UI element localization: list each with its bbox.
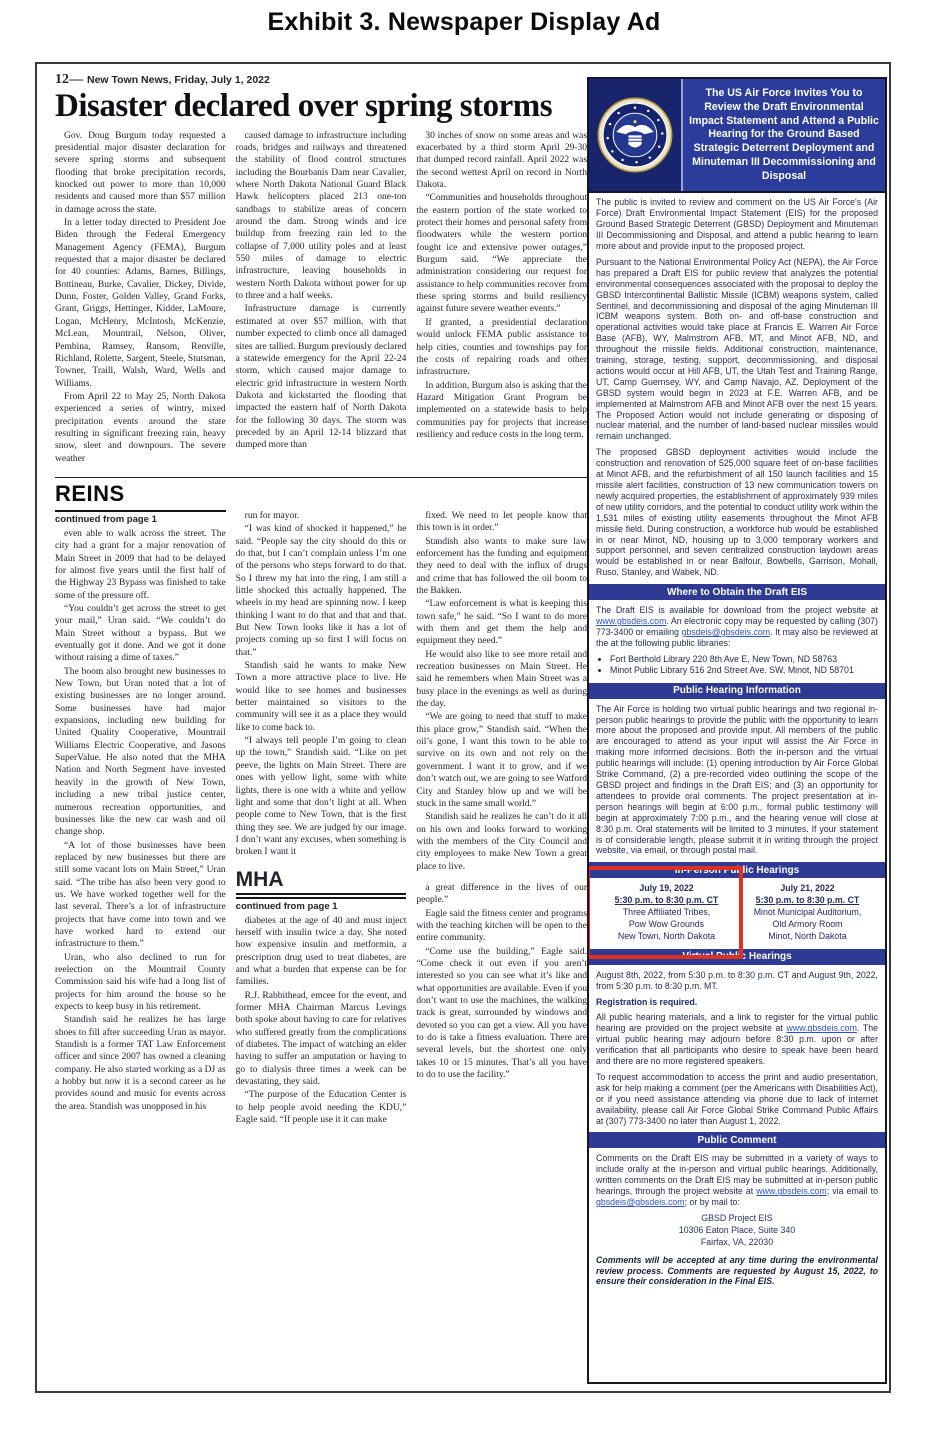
us-air-force-seal-icon (596, 96, 674, 174)
ad-title: The US Air Force Invites You to Review the Draft Environmental Impact Statement and Attend a Public Hearing for the Ground Based Strategic Deterrent Deployment and Minuteman III Decommissioning and Disposal (683, 79, 885, 191)
project-email-link[interactable]: gbsdeis@gbsdeis.com (681, 626, 771, 637)
story-paragraph: In a letter today directed to President Joe Biden through the Federal Emergency Management Agency (FEMA), Burgum requested that a major disaster be declared for 40 counties: Adams, Barnes, Billings, Bottineau, Burke, Cavalier, Dickey, Divide, Dunn, Foster, Golden Valley, Grand Forks, Grant, Griggs, Hettinger, Kidder, LaMoure, Logan, McHenry, McIntosh, McKenzie, McLean, Mountrail, Nelson, Oliver, Pembina, Ramsey, Ransom, Renville, Richland, Rolette, Sargent, Steele, Stutsman, Towner, Traill, Walsh, Ward, Wells and Williams. (55, 218, 226, 389)
address-line: 10306 Eaton Place, Suite 340 (678, 1224, 796, 1235)
story-paragraph: Standish said he realizes he has large shoes to fill after succeeding Uran as mayor. Standish is a former TAT Law Enforcement officer and since 2007 has owned a cleaning company. He also started working as a DJ as a hobby but now it is a second career as he provides sound and music for events across the area. Standish was unopposed in his (55, 1015, 226, 1112)
reins-column-1 (55, 510, 226, 1127)
comment-text-1: Comments on the Draft EIS may be submitted in a variety of ways to include orally at the in-person and virtual public hearings. Additionally, written comments on the Draft EIS may be submitted at in-person public hearings, through the project website at (596, 1153, 878, 1197)
story-paragraph: a great difference in the lives of our people.” (416, 882, 588, 906)
section-divider (55, 477, 587, 478)
obtain-paragraph (596, 605, 878, 649)
lower-columns (55, 510, 587, 1127)
story-column-2 (236, 130, 407, 466)
reins-column-3 (416, 510, 587, 1127)
story-paragraph: Uran, who also declined to run for reelection on the Mountrail County Commission said his wife had a long list of projects for him around the house so he expects to keep busy in his retirement. (55, 952, 226, 1012)
mha-section (236, 868, 407, 1127)
venue-line: Old Armory Room (772, 918, 843, 929)
newspaper-content (55, 72, 587, 1127)
story-paragraph: R.J. Rabbithead, emcee for the event, and former MHA Chairman Marcus Levings both spoke about having to care for relatives who suffered greatly from the complications of diabetes. The impact of watching an elder having to suffer an amputation or having to go to dialysis three times a week can be devastating, they said. (235, 990, 407, 1088)
story-paragraph: “We are going to need that stuff to make this place grow,” Standish said. “When the oil’s gone, I want this town to be able to survive on its own and not rely on the government. I want it to grow, and if we don’t watch out, we are going to see Watford City and Stanley blow up and we will be stuck in the same small world.” (416, 712, 588, 809)
hearing-venue (596, 907, 737, 943)
story-paragraph: Gov. Doug Burgum today requested a presidential major disaster declaration for severe spring storms and subsequent flooding that broke precipitation records, knocked out power to more than 10,000 residents and caused more than $57 million in damage across the state. (55, 130, 226, 215)
banner-public-comment: Public Comment (589, 1132, 885, 1148)
story-column-3 (416, 130, 587, 466)
story-paragraph: He would also like to see more retail and recreation businesses on Main Street. He said he remembers when Main Street was a busy place in the evenings as well as during the day. (416, 649, 588, 710)
ad-paragraph: The public is invited to review and comment on the US Air Force's (Air Force) Draft Environmental Impact Statement (EIS) for the proposed Ground Based Strategic Deterrent (GBSD) Deployment and Minuteman III Decommissioning and Disposal, and attend a public hearing to learn more about and provide input to the proposed project. (596, 197, 878, 251)
library-list (596, 654, 878, 677)
exhibit-title: Exhibit 3. Newspaper Display Ad (267, 8, 661, 36)
ad-header (589, 79, 885, 193)
story-paragraph: If granted, a presidential declaration would unlock FEMA public assistance to help cities, counties and townships pay for the costs of repairing roads and other infrastructure. (416, 317, 588, 378)
hearing-info-paragraph: The Air Force is holding two virtual public hearings and two regional in-person public hearings to provide the public with the opportunity to learn more about the proposed and provide input. All members of the public are encouraged to attend as your input will assist the Air Force in making more informed decisions. Both the in-person and the virtual public hearings will include: (1) opening introduction by Air Force Global Strike Command, (2) a pre-recorded video outlining the scope of the GBSD project and findings in the Draft EIS; and (3) an opportunity for attendees to provide oral comments. The project presentation at in-person hearings will begin at 6:00 p.m., formal public testimony will begin at approximately 7:00 p.m., and the hearing venue will close at 8:30 p.m. Oral statements will be limited to 3 minutes. If your statement is of considerable length, please submit it in writing through the project website, via email, or through postal mail. (596, 703, 878, 856)
story-paragraph: “Communities and households throughout the eastern portion of the state worked to protect their homes and personal safety from floodwaters while the western portion fought ice and extensive power outages,” Burgum said. “We appreciate the administration considering our request for assistance to help communities recover from these spring storms and build resiliency against future severe weather events.” (416, 193, 588, 315)
address-line: Fairfax, VA, 22030 (700, 1236, 774, 1247)
hearing-card-new-town (596, 883, 737, 942)
continued-label: continued from page 1 (55, 510, 226, 525)
page-number: 12— (55, 72, 83, 87)
story-paragraph: Standish said he realizes he can’t do it all on his own and looks forward to working with the members of the City Council and city employees to make New Town a great place to live. (416, 812, 588, 872)
project-website-link[interactable]: www.gbsdeis.com (786, 1023, 857, 1034)
continued-label: continued from page 1 (236, 897, 407, 912)
section-title-reins: REINS (55, 480, 125, 506)
hearing-date: July 19, 2022 (639, 883, 694, 894)
virtual-text-1: All public hearing materials, and a link to register for the virtual public hearing are provided on the project website at (596, 1012, 878, 1034)
banner-virtual-hearings: Virtual Public Hearings (589, 949, 885, 965)
story-paragraph: “Law enforcement is what is keeping this town safe,” he said. “So I want to do more with them and get them the help and equipment they need.” (416, 599, 588, 647)
comment-text-2: ; via email to (826, 1186, 878, 1197)
story-paragraph: “I was kind of shocked it happened,” he said. “People say the city should do this or do that, but I can’t complain unless I’m one of the persons who steps forward to do that. So I threw my hat into the ring, I am still a little shocked this actually happened. The wheels in my head are spinning now. I keep thinking I want to do that and that and that. But New Town looks like it has a lot of projects coming up so first I will focus on that.” (235, 524, 407, 658)
story-paragraph: “A lot of those businesses have been replaced by new businesses but there are still some vacant lots on Main Street,” Uran said. “The tribe has also been very good to us. We have worked together well for the last several. There’s a lot of infrastructure projects that have come into town and we have worked hard to extend our infrastructure to them.” (55, 840, 226, 950)
virtual-text-2: . The virtual public hearing may adjourn before 8:30 p.m. upon or after verification that all participants who desire to speak have been heard and there are no more registered speakers. (596, 1023, 878, 1067)
story-paragraph: “You couldn’t get across the street to get your mail,” Uran said. “We couldn’t do Main Street without a bypass. But we eventually got it done. And we got it done without raising a dime of taxes.” (55, 604, 226, 664)
story-paragraph: “Come use the building,” Eagle said. “Come check it out even if you aren’t interested so you can see what it’s like and what opportunities are available. Even if you don’t want to use the machines, the walking track is great, surrounded by windows and devoted so you can get a view. All you have to do is take a fitness evaluation. There are several levels, but the shortest one only takes 10 or 15 minutes. That’s all you have to do to use the facility.” (416, 946, 588, 1081)
hearing-card-minot (737, 883, 878, 942)
project-website-link[interactable]: www.gbsdeis.com (756, 1186, 827, 1197)
address-line: GBSD Project EIS (701, 1213, 773, 1224)
column-gap (416, 874, 587, 882)
venue-line: New Town, North Dakota (617, 930, 716, 941)
banner-in-person-hearings: In-Person Public Hearings (589, 862, 885, 878)
registration-note: Registration is required. (596, 996, 698, 1007)
project-email-link[interactable]: gbsdeis@gbsdeis.com (596, 1197, 685, 1208)
virtual-materials-paragraph (596, 1012, 878, 1067)
story-paragraph: From April 22 to May 25, North Dakota experienced a series of wintry, mixed precipitation events around the state resulting in significant freezing rain, heavy snow, sleet and downpours. The severe weather (55, 391, 226, 464)
obtain-text-2: . An electronic copy may be requested by calling (307) 773-3400 or emailing (596, 616, 878, 637)
closing-note: Comments will be accepted at any time during the environmental review process. Comments are requested by August 15, 2022, to ensure their consideration in the Final EIS. (596, 1254, 878, 1287)
story-paragraph: The boom also brought new businesses to New Town, but Uran noted that a lot of existing businesses are no longer around. Some businesses have had major expansions, including new building for United Quality Cooperative, Mountrail Williams Electric Cooperative, and Jasons SuperValue. He also noted that the MHA Nation and North Segment have invested heavily in the growth of New Town, including a new tribal justice center, numerous recreation opportunities, and businesses like the new car wash and oil change shop. (55, 666, 226, 838)
mha-col3-paragraphs (416, 882, 587, 1082)
project-website-link[interactable]: www.gbsdeis.com (596, 616, 667, 627)
ad-body (589, 193, 885, 1298)
story-paragraph: Infrastructure damage is currently estimated at over $57 million, with that number expected to climb once all damaged sites are tallied. Burgum previously declared a statewide emergency for the April 22-24 storm, which caused major damage to electric grid infrastructure in western North Dakota and kickstarted the flooding that impacted the eastern half of North Dakota for the following 30 days. The storm was preceded by an April 12-14 blizzard that dumped more than (235, 304, 407, 451)
story-paragraph: even able to walk across the street. The city had a grant for a major renovation of Main Street in 2009 that had to be delayed for almost five years until the first half of the Highway 23 Bypass was finished to take some of the pressure off. (55, 528, 226, 601)
headline: Disaster declared over spring storms (55, 88, 553, 124)
reins-col3-paragraphs (416, 510, 587, 873)
venue-line: Minot, North Dakota (768, 930, 847, 941)
seal-panel (589, 79, 683, 191)
comment-text-3: ; or by mail to: (684, 1197, 740, 1208)
hearing-time: 5:30 p.m. to 8:30 p.m. CT (755, 895, 860, 906)
hearing-time: 5:30 p.m. to 8:30 p.m. CT (614, 895, 719, 906)
obtain-text-3: . It may also be reviewed at the at the following public libraries: (596, 626, 878, 648)
story-paragraph: Standish also wants to make sure law enforcement has the funding and equipment they need to deal with the influx of drugs and crime that has followed the oil boom to the Bakken. (416, 536, 588, 596)
story-paragraph: Standish said he wants to make New Town a more attractive place to live. He would like to see homes and businesses better maintained so visitors to the community will see it as a place they would like to come back to. (235, 661, 407, 733)
section-title-mha: MHA (236, 868, 407, 895)
mha-col2-paragraphs (236, 915, 407, 1127)
story-paragraph: “I always tell people I’m going to clean up the town,” Standish said. “Like on pet peeve, the lights on Main Street. There are ones with yellow light, some with white lights, there is one with a white and yellow light and some that don’t light at all. When people come to New Town, that is the first thing they see. We are judged by our image. I don’t want any excuses, when something is broken I want it (235, 736, 407, 858)
story-paragraph: run for mayor. (244, 510, 300, 521)
venue-line: Pow Wow Grounds (628, 918, 705, 929)
reins-col2-paragraphs (236, 510, 407, 859)
air-force-display-ad (587, 77, 887, 1384)
mailing-address (596, 1213, 878, 1249)
story-column-1 (55, 130, 226, 466)
ad-intro-paragraphs (596, 197, 878, 578)
hearing-date: July 21, 2022 (780, 883, 835, 894)
library-item: • Minot Public Library 516 2nd Street Ave. SW, Minot, ND 58701 (610, 665, 878, 676)
story-paragraph: fixed. We need to let people know that this town is in order.” (416, 510, 588, 534)
hearing-venue (737, 907, 878, 943)
story-paragraph: “The purpose of the Education Center is to help people avoid needing the KDU,” Eagle said. “If people use it it can make (235, 1090, 407, 1126)
comment-paragraph (596, 1153, 878, 1208)
banner-where-to-obtain: Where to Obtain the Draft EIS (589, 584, 885, 600)
newspaper-page-scan (35, 62, 891, 1393)
story-paragraph: Eagle said the fitness center and programs with the teaching kitchen will be open to the entire community. (416, 908, 588, 944)
masthead (55, 72, 587, 88)
story-paragraph: caused damage to infrastructure including roads, bridges and railways and threatened the stability of flood control structures including the Bourbanis Dam near Cavalier, where North Dakota National Guard Black Hawk helicopters placed 213 one-ton sandbags to stabilize areas of concern around the dam. Strong winds and ice buildup from freezing rain led to the collapse of 7,000 utility poles and at least 550 miles of damage to electric infrastructure, leaving households in western North Dakota without power for up to three and a half weeks. (235, 130, 407, 302)
reins-col1-paragraphs (55, 528, 226, 1113)
obtain-text-1: The Draft EIS is available for download from the project website at (596, 605, 878, 616)
story-columns (55, 130, 587, 466)
ad-paragraph: The proposed GBSD deployment activities would include the construction and renovation of 525,000 square feet of on-base facilities at Minot AFB, and the refurbishment of all 150 launch facilities and 15 missile alert facilities, construction of 13 new communication towers on newly acquired properties, the establishment of approximately 939 miles of new utility corridors, and the potential to conduct utility work within the 1,531 miles of existing utility easements throughout the Minot AFB missile field. During construction, a workforce hub would be established in or near Minot, ND, housing up to 3,000 temporary workers and support personnel, and seven centralized construction laydown areas would be established in or near Balfour, Bowbells, Garrison, Mohall, Ruso, Stanley, and Wabek, ND. (596, 447, 878, 578)
ad-paragraph: Pursuant to the National Environmental Policy Act (NEPA), the Air Force has prepared a Draft EIS for public review that analyzes the potential environmental consequences associated with the proposal to deploy the GBSD Intercontinental Ballistic Missile (ICBM) weapons system, called Sentinel, and decommissioning and disposal of the aging Minuteman III ICBM weapons system. Both on- and off-base construction and operational activities would take place at Francis E. Warren Air Force Base (AFB), WY, Malmstrom AFB, MT, and Minot AFB, ND, and throughout the missile fields. Additional construction, maintenance, training, storage, testing, support, decommissioning, and disposal actions would occur at Hill AFB, UT, the Utah Test and Training Range, UT, Camp Guernsey, WY, and Camp Navajo, AZ. Deployment of the GBSD system would begin in 2023 at F.E. Warren AFB, and be implemented at Malmstrom AFB and Minot AFB over the next 15 years. The Proposed Action would not include generating or disposing of nuclear material, and the number of land-based nuclear missiles would remain unchanged. (596, 256, 878, 442)
reins-column-2 (236, 510, 407, 1127)
banner-public-hearing-info: Public Hearing Information (589, 683, 885, 699)
story-paragraph: diabetes at the age of 40 and must inject herself with insulin twice a day. She noted how expensive insulin and metformin, a prescription drug used to treat diabetes, are and what a burden that expense can be for families. (235, 915, 407, 988)
in-person-hearings-row (596, 883, 878, 942)
venue-line: Three Affiliated Tribes, (622, 907, 711, 918)
venue-line: Minot Municipal Auditorium, (753, 907, 862, 918)
accommodation-paragraph: To request accommodation to access the print and audio presentation, ask for help making a comment (per the Americans with Disabilities Act), or if you need assistance attending via phone due to lack of internet availability, please call Air Force Global Strike Command Public Affairs at (307) 773-3400 no later than August 1, 2022. (596, 1071, 878, 1126)
masthead-name-date: New Town News, Friday, July 1, 2022 (87, 74, 270, 86)
library-item: • Fort Berthold Library 220 8th Ave E, New Town, ND 58763 (610, 654, 878, 665)
story-paragraph: 30 inches of snow on some areas and was exacerbated by a third storm April 29-30 that dumped record rainfall. April 2022 was the second wettest April on record in North Dakota. (416, 130, 588, 191)
story-paragraph: In addition, Burgum also is asking that the Hazard Mitigation Grant Program be implemented on a statewide basis to help communities pay for projects that increase resiliency and reduce costs in the long term. (416, 380, 588, 440)
virtual-dates: August 8th, 2022, from 5:30 p.m. to 8:30 p.m. CT and August 9th, 2022, from 5:30 p.m. to 8:30 p.m. MT. (596, 969, 878, 991)
